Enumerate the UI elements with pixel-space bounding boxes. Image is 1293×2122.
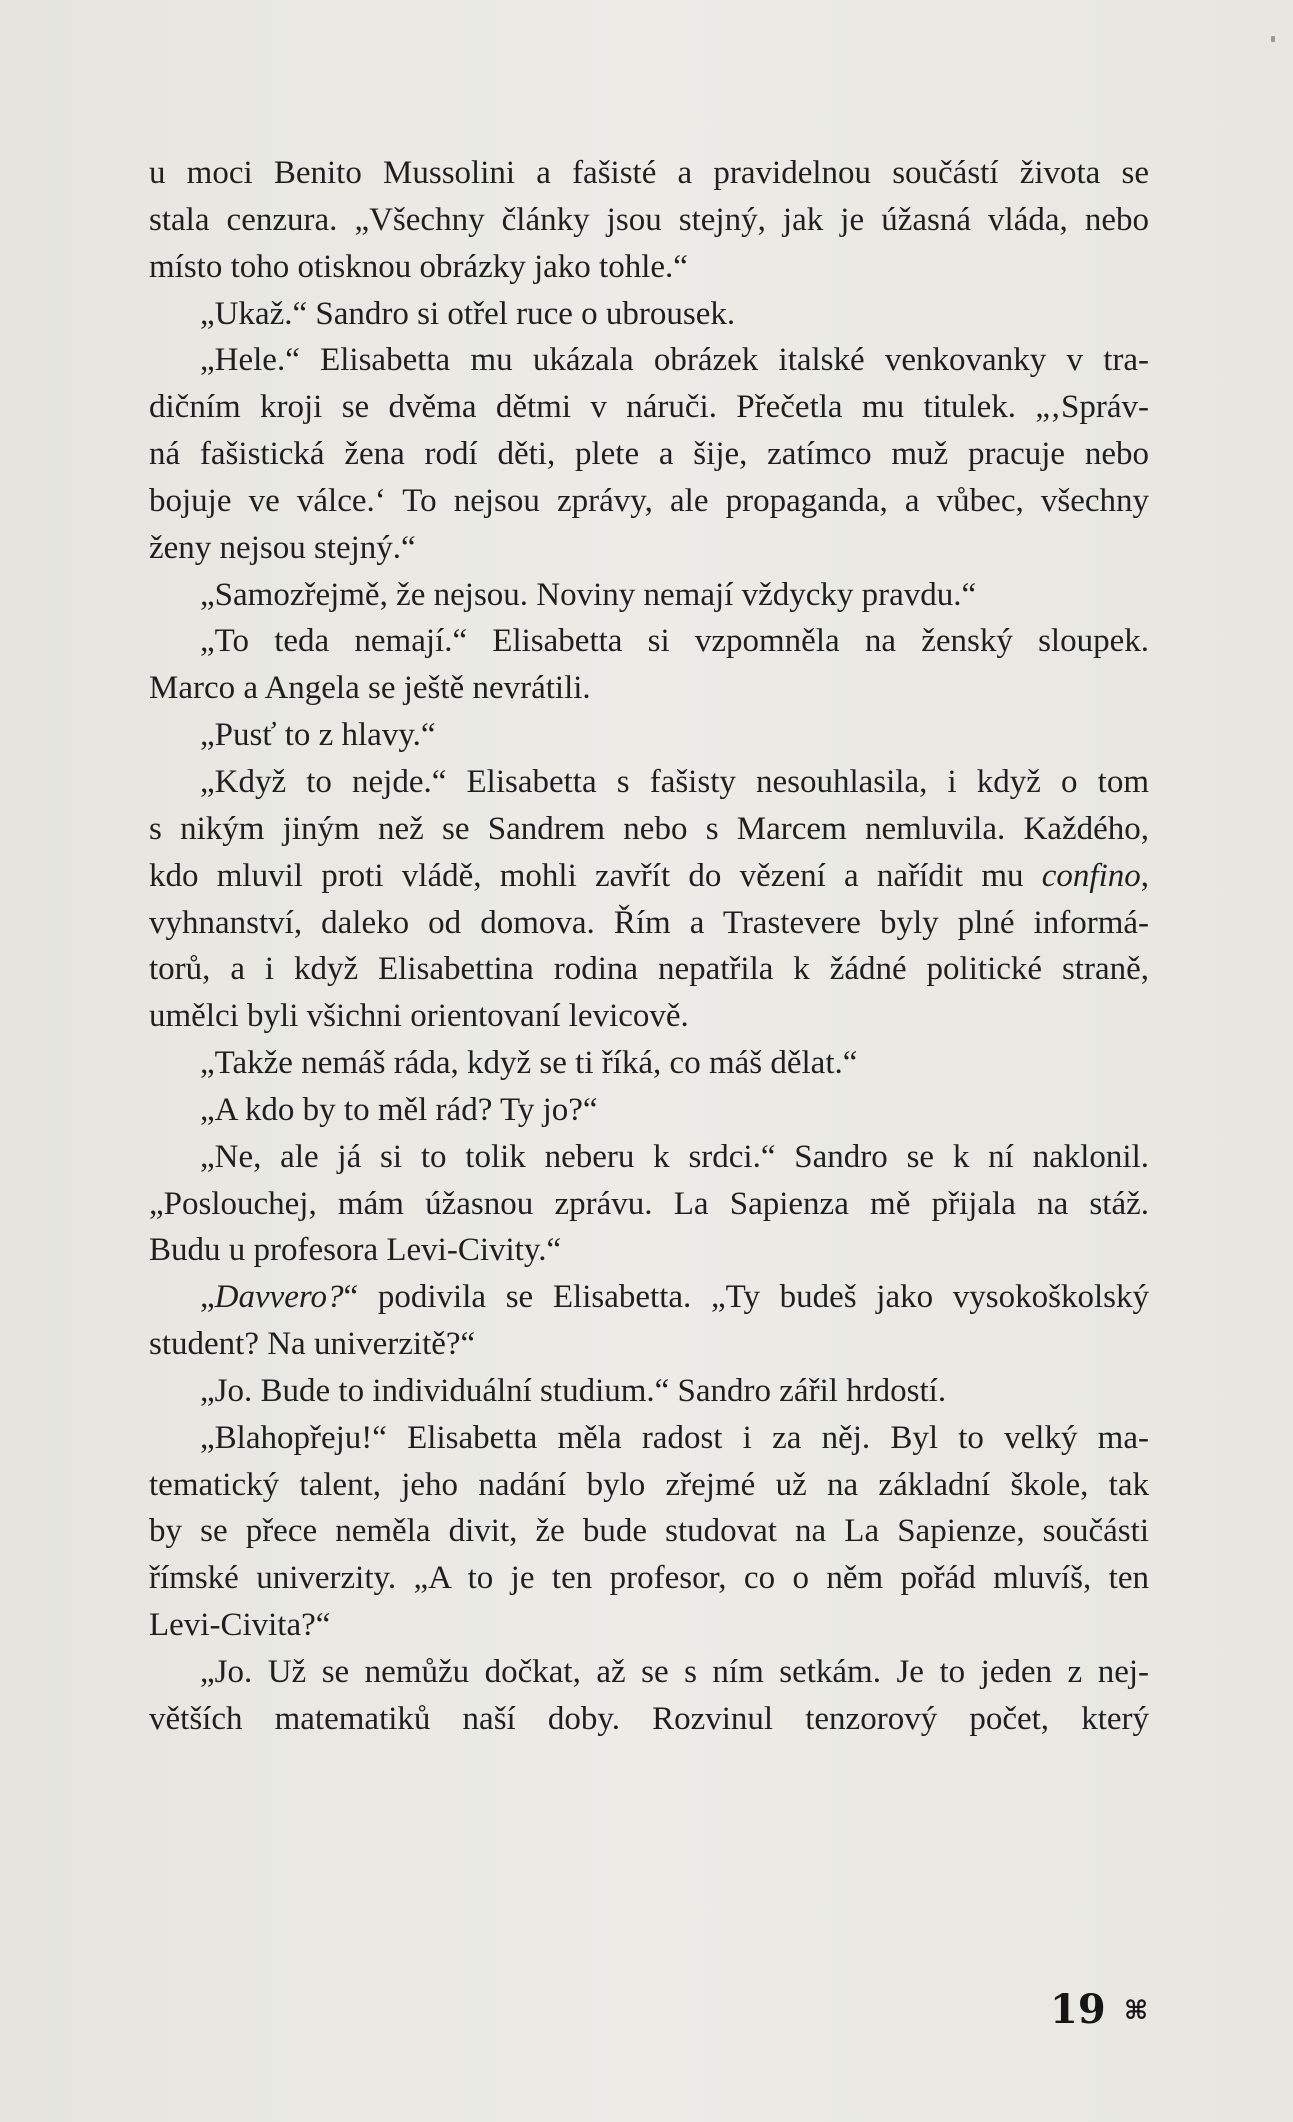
text-line bbox=[149, 337, 1149, 384]
text-line bbox=[149, 1649, 1149, 1696]
text-line bbox=[149, 1415, 1149, 1462]
italic-text: Davvero? bbox=[214, 1279, 344, 1316]
text-line bbox=[149, 1555, 1149, 1602]
text-line bbox=[149, 1181, 1149, 1228]
page-edge-mark bbox=[1271, 36, 1275, 42]
text-line bbox=[149, 525, 1149, 572]
text-segment: „Když to nejde.“ Elisabetta s fašisty nesouhlasila, i když o tom bbox=[200, 763, 1149, 800]
text-segment: „Poslouchej, mám úžasnou zprávu. La Sapienza mě přijala na stáž. bbox=[149, 1185, 1149, 1222]
text-line bbox=[149, 806, 1149, 853]
text-segment: ná fašistická žena rodí děti, plete a šije, zatímco muž pracuje nebo bbox=[149, 436, 1149, 473]
text-segment: „Hele.“ Elisabetta mu ukázala obrázek italské venkovanky v tra- bbox=[200, 342, 1149, 379]
text-line bbox=[149, 712, 1149, 759]
text-segment: stala cenzura. „Všechny články jsou stejný, jak je úžasná vláda, nebo bbox=[149, 201, 1149, 238]
text-line bbox=[149, 1134, 1149, 1181]
text-segment: „A kdo by to měl rád? Ty jo?“ bbox=[200, 1091, 598, 1128]
text-segment: bojuje ve válce.‘ To nejsou zprávy, ale propaganda, a vůbec, všechny bbox=[149, 482, 1149, 519]
text-segment: „Jo. Bude to individuální studium.“ Sandro zářil hrdostí. bbox=[200, 1372, 947, 1409]
text-line bbox=[149, 431, 1149, 478]
text-segment: větších matematiků naší doby. Rozvinul tenzorový počet, který bbox=[149, 1700, 1149, 1737]
text-segment: místo toho otisknou obrázky jako tohle.“ bbox=[149, 248, 688, 285]
text-segment: ženy nejsou stejný.“ bbox=[149, 529, 416, 566]
text-segment: římské univerzity. „A to je ten profesor, co o něm pořád mluvíš, ten bbox=[149, 1560, 1149, 1597]
text-line bbox=[149, 665, 1149, 712]
text-line bbox=[149, 993, 1149, 1040]
text-segment: Levi-Civita?“ bbox=[149, 1607, 331, 1644]
text-segment: u moci Benito Mussolini a fašisté a pravidelnou součástí života se bbox=[149, 155, 1149, 191]
text-segment: „Jo. Už se nemůžu dočkat, až se s ním setkám. Je to jeden z nej- bbox=[200, 1654, 1149, 1690]
text-line bbox=[149, 572, 1149, 619]
text-segment: “ podivila se Elisabetta. „Ty budeš jako vysokoškolský bbox=[343, 1279, 1149, 1316]
text-segment: „Ukaž.“ Sandro si otřel ruce o ubrousek. bbox=[200, 295, 736, 332]
ornament-icon: ⌘ bbox=[1124, 1996, 1149, 2026]
text-segment: Marco a Angela se ještě nevrátili. bbox=[149, 670, 591, 707]
text-line bbox=[149, 150, 1149, 197]
text-segment: student? Na univerzitě?“ bbox=[149, 1326, 476, 1363]
text-line bbox=[149, 197, 1149, 244]
text-line bbox=[149, 1274, 1149, 1321]
text-segment: , bbox=[1140, 857, 1149, 894]
text-segment: Budu u profesora Levi-Civity.“ bbox=[149, 1232, 562, 1269]
text-segment: „Blahopřeju!“ Elisabetta měla radost i za něj. Byl to velký ma- bbox=[200, 1419, 1149, 1456]
body-text bbox=[149, 150, 1149, 1743]
text-segment: „Samozřejmě, že nejsou. Noviny nemají vždycky pravdu.“ bbox=[200, 576, 977, 613]
text-line bbox=[149, 853, 1149, 900]
italic-text: confino bbox=[1041, 857, 1141, 894]
text-segment: by se přece neměla divit, že bude studovat na La Sapienze, součásti bbox=[149, 1513, 1149, 1550]
text-segment: vyhnanství, daleko od domova. Řím a Trastevere byly plné informá- bbox=[149, 904, 1149, 941]
text-segment: „ bbox=[200, 1279, 215, 1316]
text-segment: „Pusť to z hlavy.“ bbox=[200, 717, 436, 754]
text-line bbox=[149, 759, 1149, 806]
text-line bbox=[149, 478, 1149, 525]
page-number: 19 bbox=[1050, 1986, 1106, 2033]
text-line bbox=[149, 1040, 1149, 1087]
text-line bbox=[149, 244, 1149, 291]
text-segment: „Ne, ale já si to tolik neberu k srdci.“ Sandro se k ní naklonil. bbox=[200, 1138, 1149, 1175]
text-segment: kdo mluvil proti vládě, mohli zavřít do vězení a nařídit mu bbox=[149, 857, 1042, 894]
text-line bbox=[149, 1227, 1149, 1274]
text-line bbox=[149, 1321, 1149, 1368]
text-segment: umělci byli všichni orientovaní levicově. bbox=[149, 998, 689, 1035]
text-line bbox=[149, 1602, 1149, 1649]
text-segment: dičním kroji se dvěma dětmi v náruči. Přečetla mu titulek. „‚Správ- bbox=[149, 389, 1149, 426]
text-line bbox=[149, 384, 1149, 431]
text-segment: „To teda nemají.“ Elisabetta si vzpomněla na ženský sloupek. bbox=[200, 623, 1149, 660]
text-line bbox=[149, 900, 1149, 947]
text-segment: „Takže nemáš ráda, když se ti říká, co máš dělat.“ bbox=[200, 1045, 858, 1082]
text-line bbox=[149, 1508, 1149, 1555]
text-segment: torů, a i když Elisabettina rodina nepatřila k žádné politické straně, bbox=[149, 951, 1149, 988]
text-segment: s nikým jiným než se Sandrem nebo s Marcem nemluvila. Každého, bbox=[149, 810, 1149, 847]
text-line bbox=[149, 291, 1149, 338]
text-segment: tematický talent, jeho nadání bylo zřejmé už na základní škole, tak bbox=[149, 1466, 1149, 1503]
text-line bbox=[149, 1462, 1149, 1509]
text-line bbox=[149, 618, 1149, 665]
text-line bbox=[149, 1696, 1149, 1743]
text-line bbox=[149, 1368, 1149, 1415]
text-line bbox=[149, 1087, 1149, 1134]
text-line bbox=[149, 946, 1149, 993]
